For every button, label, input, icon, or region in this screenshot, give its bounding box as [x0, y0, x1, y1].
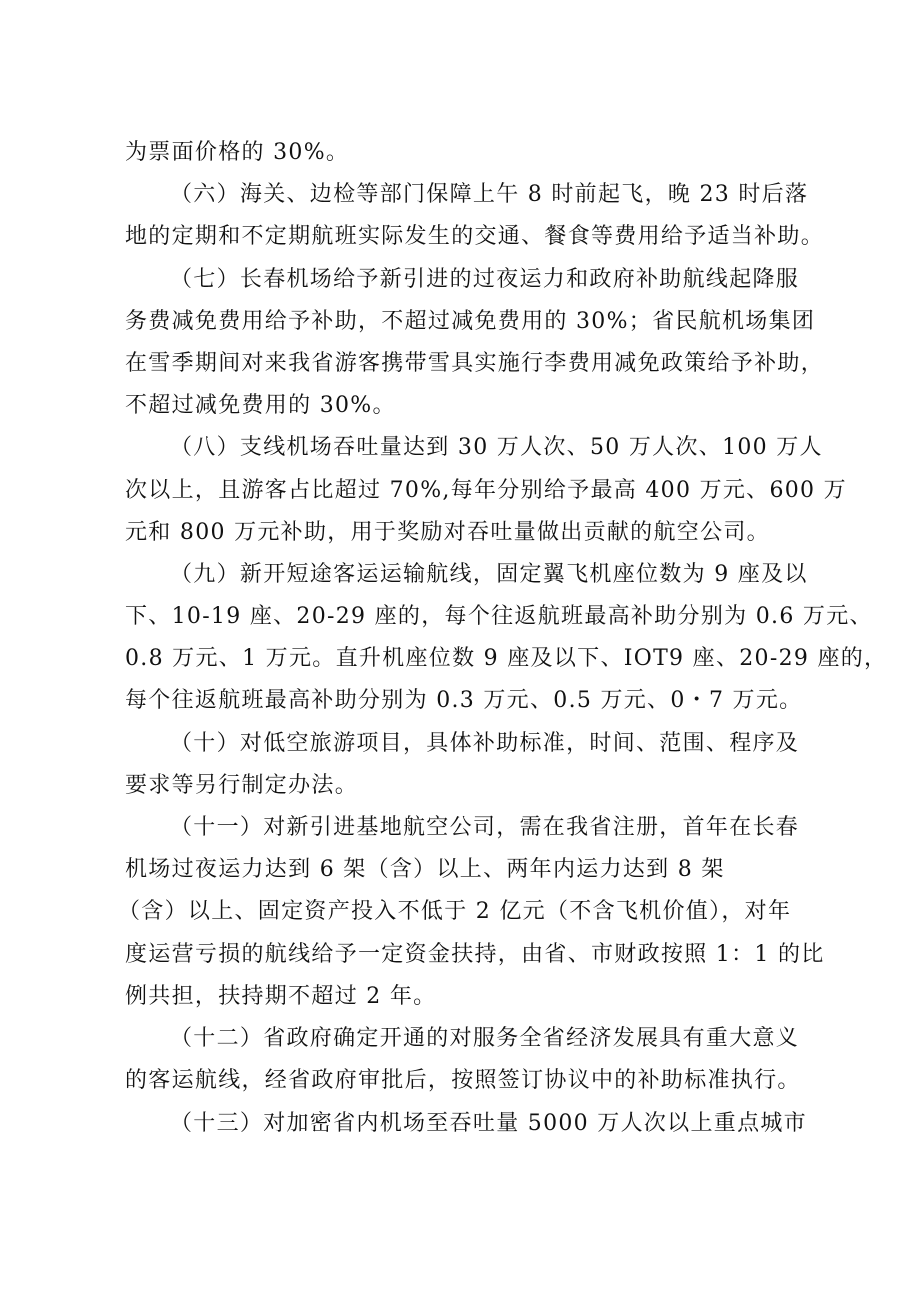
text-line: 次以上，且游客占比超过 70%,每年分别给予最高 400 万元、600 万: [125, 478, 847, 503]
text-line: 机场过夜运力达到 6 架（含）以上、两年内运力达到 8 架: [125, 857, 725, 882]
text-line: 下、10-19 座、20-29 座的，每个往返航班最高补助分别为 0.6 万元、: [125, 604, 873, 629]
text-line: 例共担，扶持期不超过 2 年。: [125, 984, 437, 1009]
text-line: （十）对低空旅游项目，具体补助标准，时间、范围、程序及: [170, 731, 800, 756]
text-line: 的客运航线，经省政府审批后，按照签订协议中的补助标准执行。: [125, 1068, 801, 1093]
text-line: 元和 800 万元补助，用于奖励对吞吐量做出贡献的航空公司。: [125, 520, 770, 545]
text-line: （十二）省政府确定开通的对服务全省经济发展具有重大意义: [170, 1026, 800, 1051]
text-line: 在雪季期间对来我省游客携带雪具实施行李费用减免政策给予补助，: [125, 351, 825, 376]
text-line: （六）海关、边检等部门保障上午 8 时前起飞，晚 23 时后落: [170, 182, 809, 207]
text-line: （七）长春机场给予新引进的过夜运力和政府补助航线起降服: [170, 267, 800, 292]
text-line: 地的定期和不定期航班实际发生的交通、餐食等费用给予适当补助。: [125, 224, 825, 249]
text-line: （九）新开短途客运运输航线，固定翼飞机座位数为 9 座及以: [170, 562, 808, 587]
text-line: 度运营亏损的航线给予一定资金扶持，由省、市财政按照 1：1 的比: [125, 942, 825, 967]
text-line: （八）支线机场吞吐量达到 30 万人次、50 万人次、100 万人: [170, 435, 823, 460]
text-line: （含）以上、固定资产投入不低于 2 亿元（不含飞机价值），对年: [118, 899, 792, 924]
text-line: 为票面价格的 30%。: [125, 140, 350, 165]
text-line: 不超过减免费用的 30%。: [125, 393, 396, 418]
text-line: 0.8 万元、1 万元。直升机座位数 9 座及以下、IOT9 座、20-29 座的，: [125, 646, 888, 671]
text-line: 务费减免费用给予补助，不超过减免费用的 30%；省民航机场集团: [125, 309, 816, 334]
text-line: 要求等另行制定办法。: [125, 773, 359, 798]
text-line: （十一）对新引进基地航空公司，需在我省注册，首年在长春: [170, 815, 800, 840]
text-line: （十三）对加密省内机场至吞吐量 5000 万人次以上重点城市: [170, 1111, 807, 1136]
text-line: 每个往返航班最高补助分别为 0.3 万元、0.5 万元、0・7 万元。: [125, 688, 803, 713]
